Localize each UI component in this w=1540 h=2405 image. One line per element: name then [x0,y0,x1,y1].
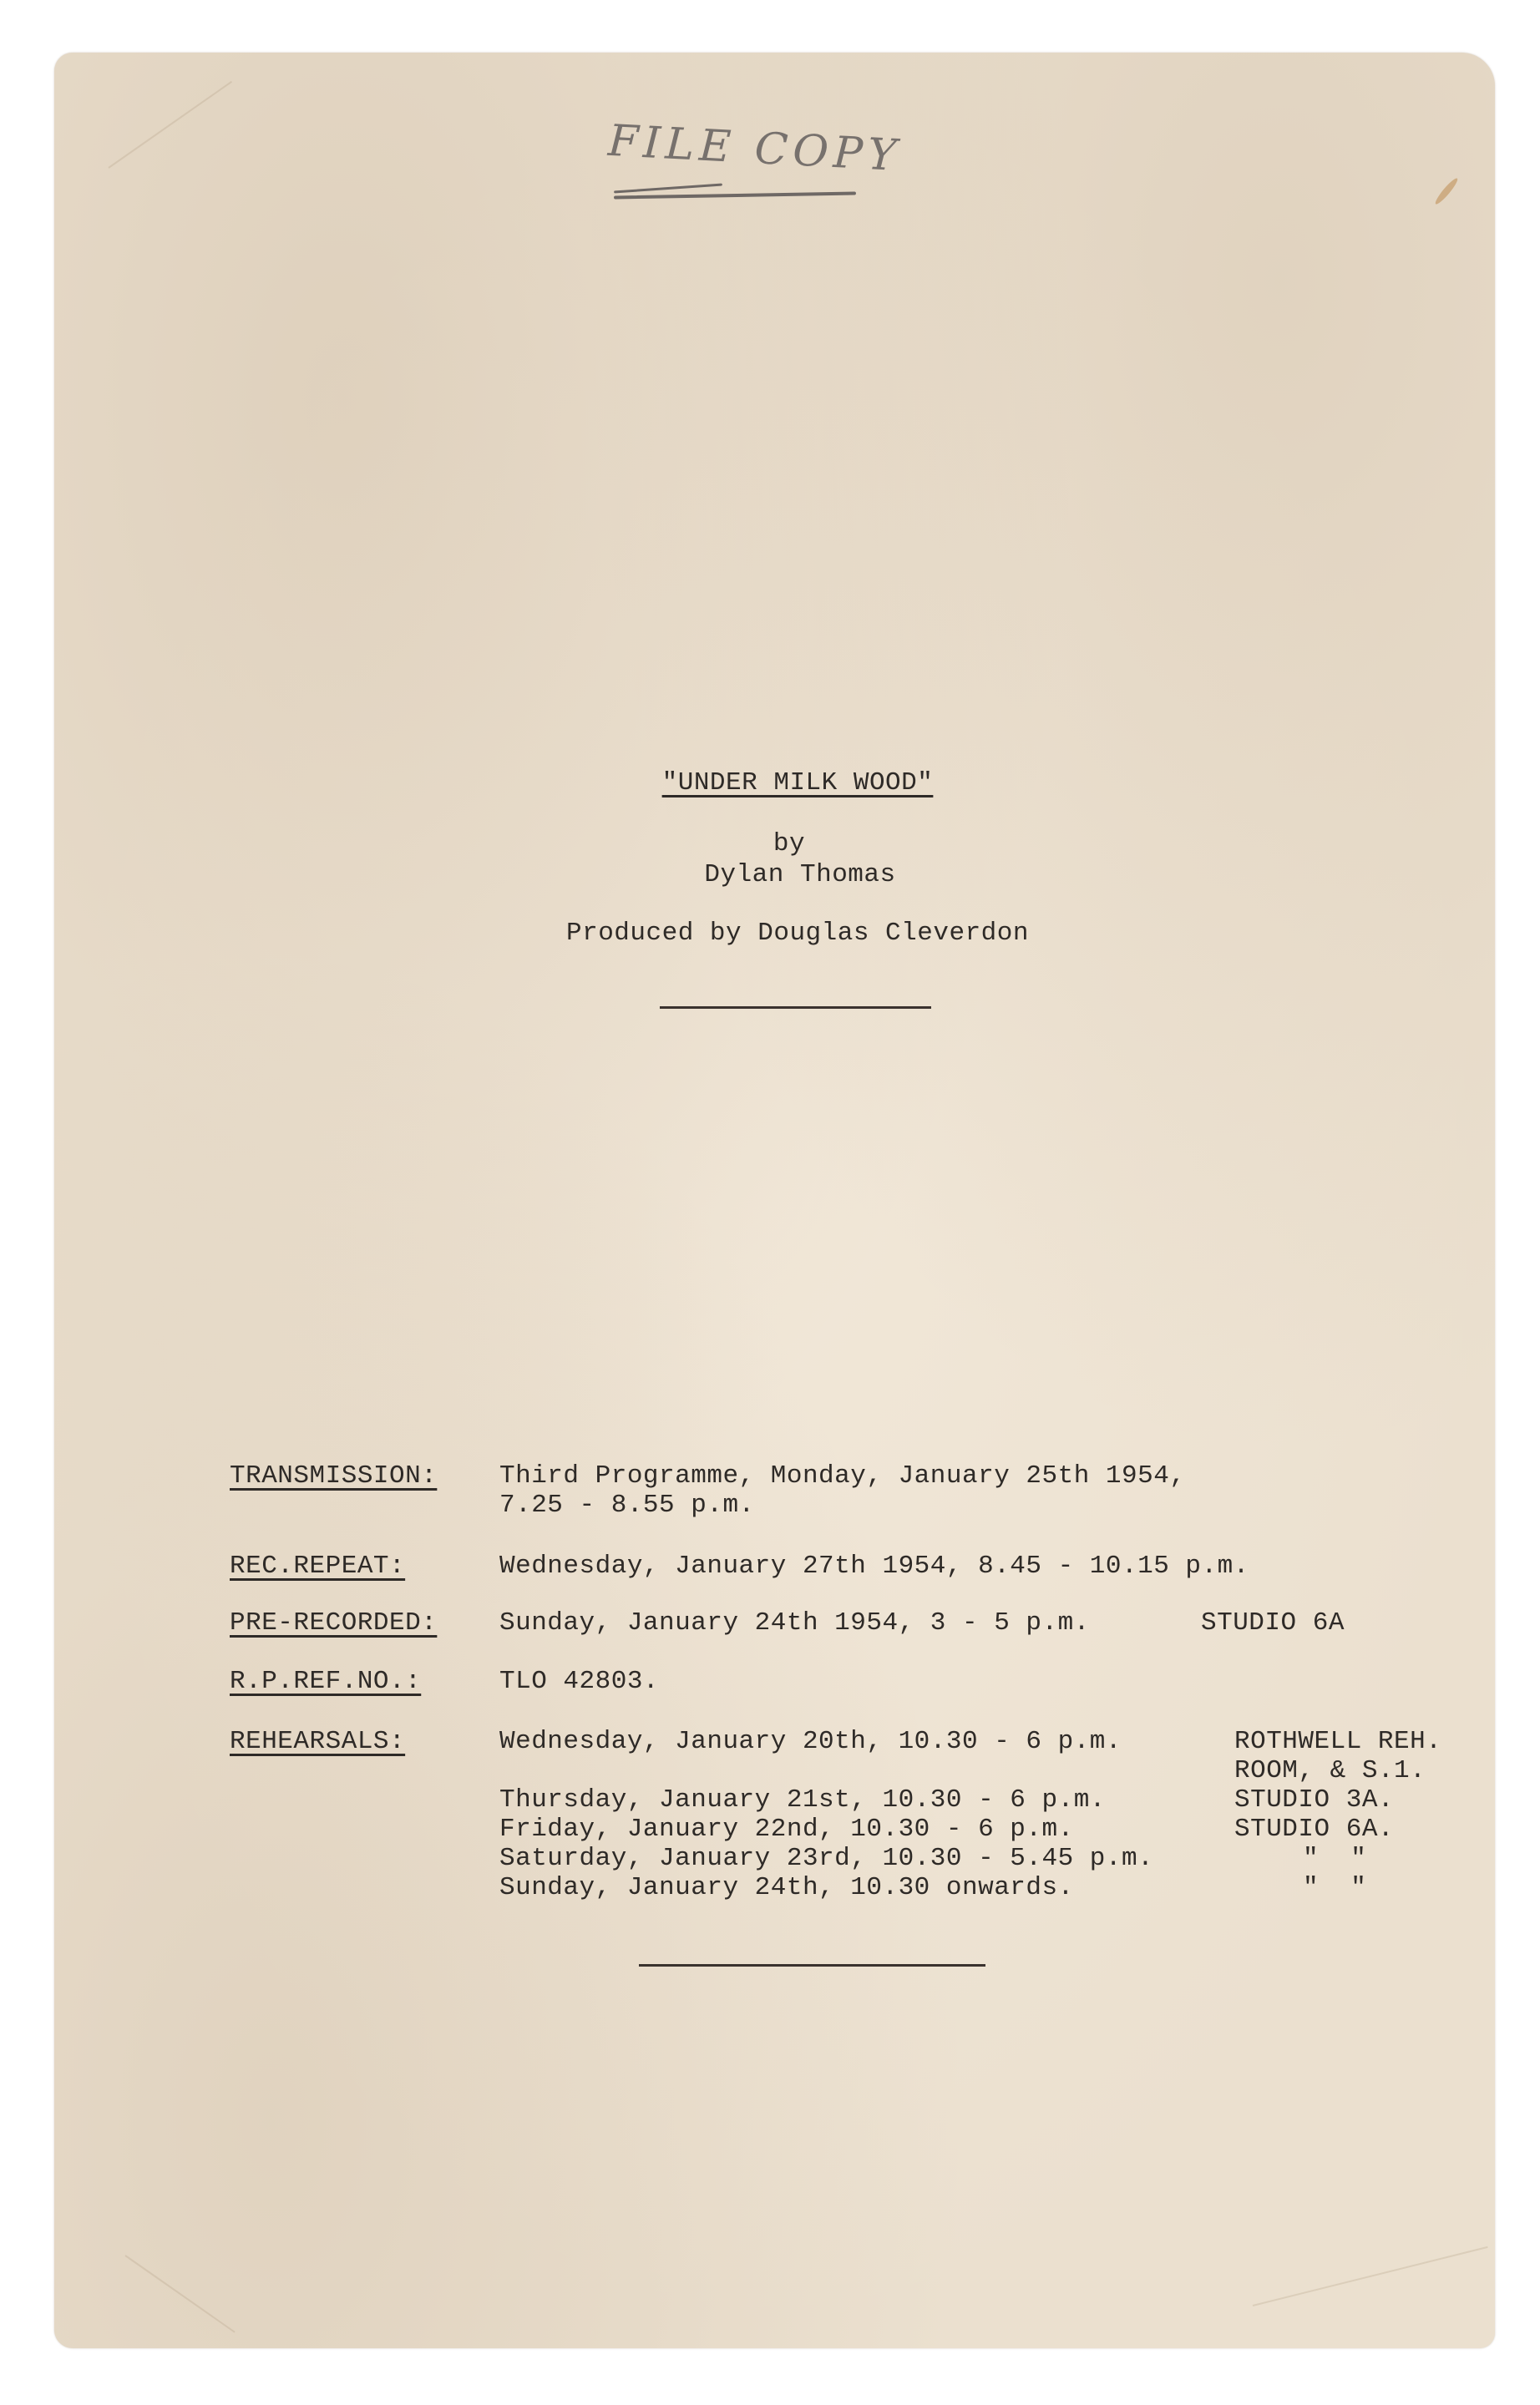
separator-rule-top [660,1006,931,1009]
rehearsal-when-3: Friday, January 22nd, 10.30 - 6 p.m. [499,1815,1074,1844]
rp-ref-no-label: R.P.REF.NO.: [230,1667,422,1696]
separator-rule-bottom [639,1964,985,1967]
author-name: Dylan Thomas [704,860,896,889]
document-title: "UNDER MILK WOOD" [661,768,934,797]
pre-recorded-label: PRE-RECORDED: [230,1608,438,1638]
rehearsal-where-2: STUDIO 3A. [1234,1785,1395,1815]
paper-sheet [54,53,1495,2348]
pre-recorded-value: Sunday, January 24th 1954, 3 - 5 p.m. [499,1608,1090,1638]
rehearsal-where-3: STUDIO 6A. [1234,1815,1395,1844]
rehearsal-when-5: Sunday, January 24th, 10.30 onwards. [499,1873,1074,1902]
by-line: by [773,829,806,858]
rehearsal-where-1-cont: ROOM, & S.1. [1234,1756,1426,1785]
rec-repeat-value: Wednesday, January 27th 1954, 8.45 - 10.15 p.m. [499,1552,1249,1581]
transmission-label: TRANSMISSION: [230,1461,438,1491]
transmission-value-line2: 7.25 - 8.55 p.m. [499,1491,755,1520]
rehearsal-when-4: Saturday, January 23rd, 10.30 - 5.45 p.m. [499,1844,1154,1873]
rp-ref-no-value: TLO 42803. [499,1667,660,1696]
transmission-value-line1: Third Programme, Monday, January 25th 1954, [499,1461,1186,1491]
handwritten-file-copy-note: FILE COPY [606,115,903,182]
rehearsals-label: REHEARSALS: [230,1727,406,1756]
rehearsal-where-4: " " [1303,1844,1367,1873]
rehearsal-when-1: Wednesday, January 20th, 10.30 - 6 p.m. [499,1727,1122,1756]
rec-repeat-label: REC.REPEAT: [230,1552,406,1581]
pre-recorded-location: STUDIO 6A [1201,1608,1345,1638]
rehearsal-when-2: Thursday, January 21st, 10.30 - 6 p.m. [499,1785,1106,1815]
rehearsal-where-5: " " [1303,1873,1367,1902]
rehearsal-where-1: ROTHWELL REH. [1234,1727,1442,1756]
producer-line: Produced by Douglas Cleverdon [566,919,1029,948]
